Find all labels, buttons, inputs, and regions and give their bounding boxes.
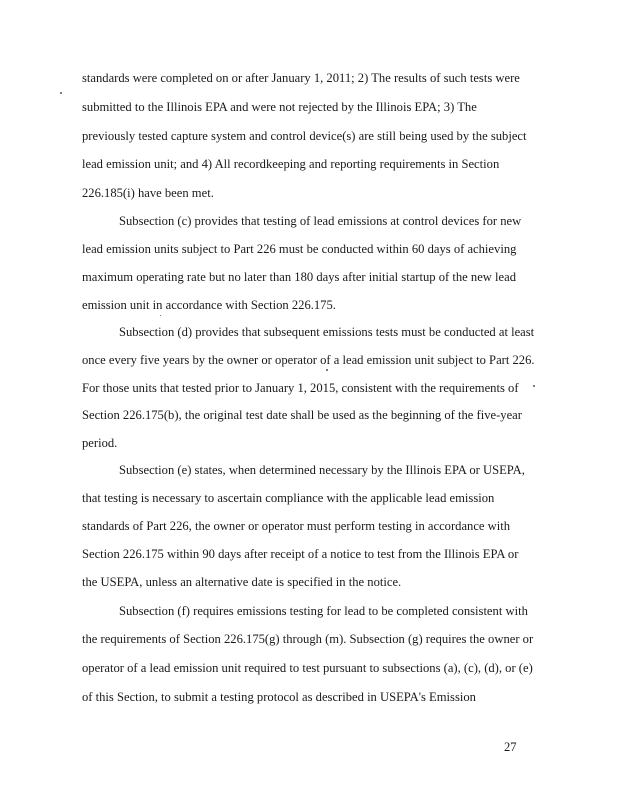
- text-line: once every five years by the owner or operator of a lead emission unit subject to Part 226.: [82, 353, 535, 367]
- page-number: 27: [504, 740, 517, 754]
- text-line: standards were completed on or after January 1, 2011; 2) The results of such tests were: [82, 71, 520, 85]
- text-line: of this Section, to submit a testing protocol as described in USEPA's Emission: [82, 690, 476, 704]
- text-line: 226.185(i) have been met.: [82, 186, 214, 200]
- text-line: period.: [82, 436, 118, 450]
- paragraph-first-line: Subsection (f) requires emissions testing for lead to be completed consistent with: [119, 604, 528, 618]
- text-line: submitted to the Illinois EPA and were not rejected by the Illinois EPA; 3) The: [82, 100, 477, 114]
- scan-speck: [533, 385, 535, 387]
- text-line: lead emission units subject to Part 226 must be conducted within 60 days of achieving: [82, 242, 517, 256]
- text-line: For those units that tested prior to January 1, 2015, consistent with the requirements of: [82, 381, 519, 395]
- text-line: Section 226.175 within 90 days after receipt of a notice to test from the Illinois EPA or: [82, 547, 519, 561]
- paragraph-first-line: Subsection (e) states, when determined necessary by the Illinois EPA or USEPA,: [119, 463, 525, 477]
- scan-speck: [160, 315, 161, 316]
- text-line: the requirements of Section 226.175(g) through (m). Subsection (g) requires the owner or: [82, 632, 534, 646]
- text-line: Section 226.175(b), the original test date shall be used as the beginning of the five-year: [82, 408, 522, 422]
- text-line: maximum operating rate but no later than 180 days after initial startup of the new lead: [82, 270, 516, 284]
- text-line: lead emission unit; and 4) All recordkeeping and reporting requirements in Section: [82, 157, 500, 171]
- text-line: the USEPA, unless an alternative date is specified in the notice.: [82, 575, 402, 589]
- text-line: operator of a lead emission unit required to test pursuant to subsections (a), (c), (d), or (e): [82, 661, 533, 675]
- text-line: previously tested capture system and control device(s) are still being used by the subject: [82, 129, 527, 143]
- text-line: that testing is necessary to ascertain compliance with the applicable lead emission: [82, 491, 495, 505]
- scan-speck: [60, 92, 62, 94]
- scan-speck: [326, 369, 328, 371]
- paragraph-first-line: Subsection (c) provides that testing of lead emissions at control devices for new: [119, 214, 522, 228]
- text-line: standards of Part 226, the owner or operator must perform testing in accordance with: [82, 519, 511, 533]
- text-line: emission unit in accordance with Section 226.175.: [82, 298, 336, 312]
- paragraph-first-line: Subsection (d) provides that subsequent emissions tests must be conducted at least: [119, 325, 535, 339]
